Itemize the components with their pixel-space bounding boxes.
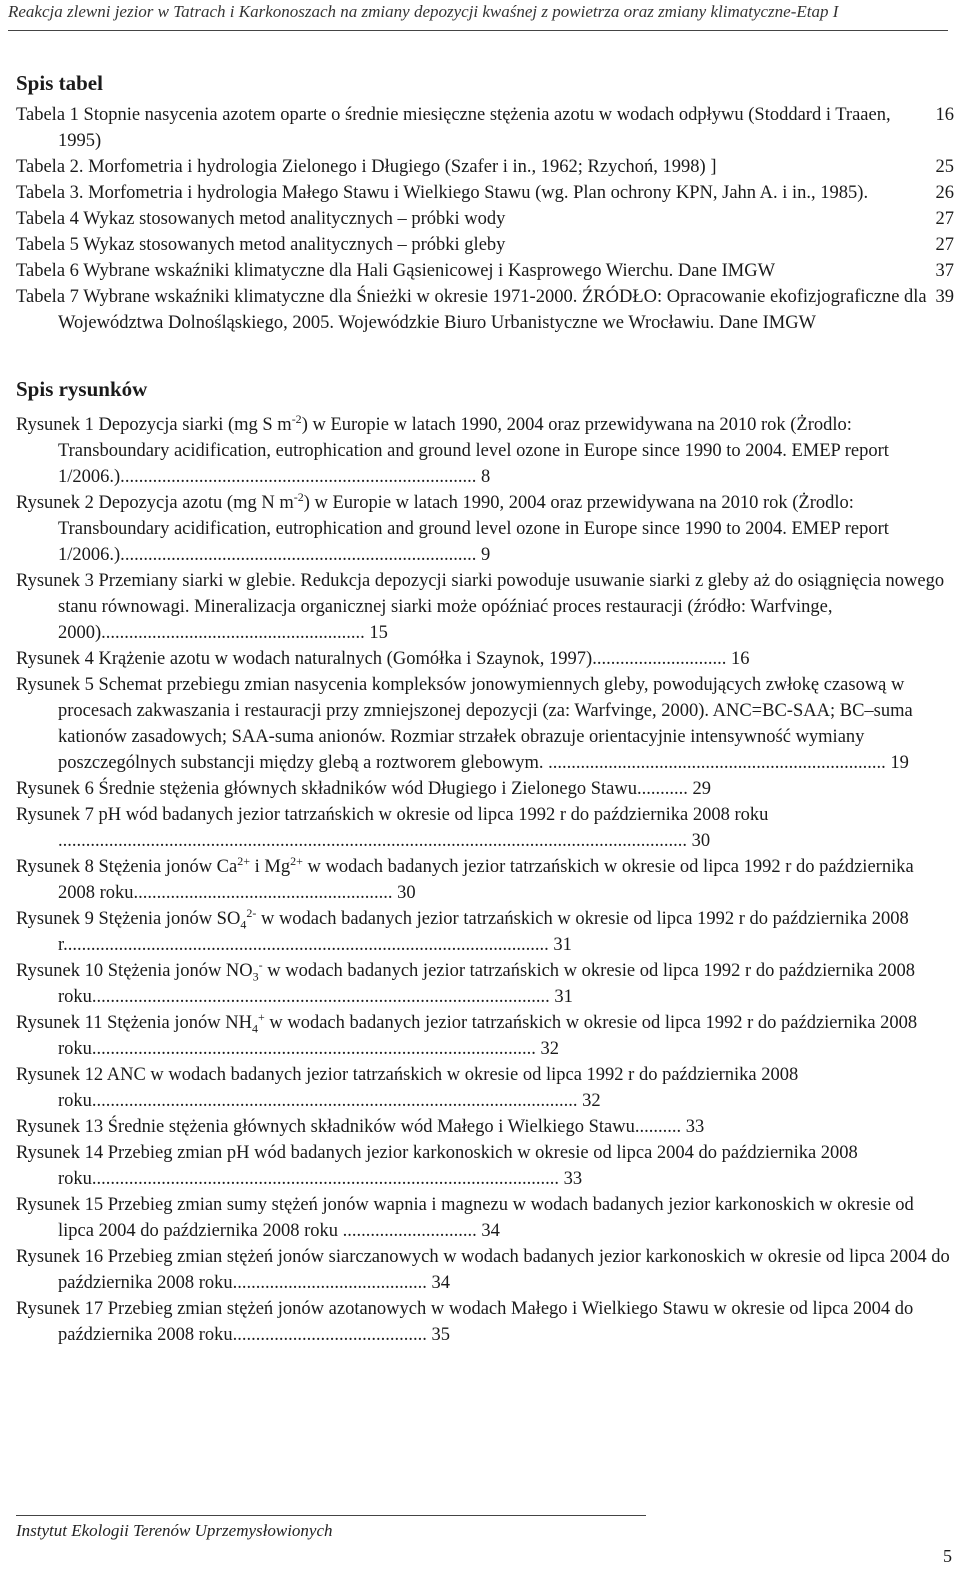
entry-title-cont: ) w Europie w latach 1990, 2004 oraz przewidywana na 2010 rok (Żrodlo: Transboundary acidification, eutrophication and ground level ozone in Europe since 1990 to 2004. EMEP report 1/2006.). bbox=[58, 493, 889, 565]
entry-title: Rysunek 1 Depozycja siarki (mg S m bbox=[16, 415, 292, 435]
entry-leader-dots: ........................................................ bbox=[133, 883, 393, 903]
entry-page-number: 26 bbox=[935, 183, 954, 203]
entry-page-number: 19 bbox=[890, 753, 909, 773]
table-entry[interactable] bbox=[16, 154, 954, 180]
tables-heading: Spis tabel bbox=[16, 71, 103, 95]
page-header bbox=[8, 0, 948, 31]
entry-title: Rysunek 4 Krążenie azotu w wodach naturalnych (Gomółka i Szaynok, 1997) bbox=[16, 649, 593, 669]
entry-title: Rysunek 12 ANC w wodach badanych jezior tatrzańskich w okresie od lipca 1992 r do października 2008 roku bbox=[16, 1065, 799, 1111]
figure-entry[interactable] bbox=[16, 802, 954, 854]
entry-leader-dots: ............................................................................ bbox=[124, 467, 477, 487]
figure-entry[interactable] bbox=[16, 1010, 954, 1062]
entry-title: Rysunek 8 Stężenia jonów Ca bbox=[16, 857, 238, 877]
entry-page-number: 33 bbox=[685, 1117, 705, 1137]
entry-page-number: 8 bbox=[480, 467, 491, 487]
entry-title: Rysunek 7 pH wód badanych jezior tatrzańskich w okresie od lipca 1992 r do października 2008 roku bbox=[16, 805, 769, 825]
figure-entry[interactable] bbox=[16, 672, 954, 776]
entry-title: Tabela 1 Stopnie nasycenia azotem oparte o średnie miesięczne stężenia azotu w wodach odpływu (Stoddard i Traaen, 1995) bbox=[16, 105, 891, 151]
entry-leader-dots: .......................................... bbox=[232, 1325, 427, 1345]
entry-superscript: 2- bbox=[246, 905, 257, 920]
entry-title: Rysunek 5 Schemat przebiegu zmian nasycenia kompleksów jonowymiennych gleby, powodujących zwłokę czasową w procesach zakwaszania i restauracji przy zmniejszonej depozycji (za: Warfvinge, 2000). ANC=BC-SAA; BC–suma kationów zasadowych; SAA-suma anionów. Rozmiar strzałek obrazuje orientacyjnie intensywność wymiany poszczególnych substancji między glebą a roztworem glebowym. bbox=[16, 675, 913, 773]
entry-title: Tabela 6 Wybrane wskaźniki klimatyczne dla Hali Gąsienicowej i Kasprowego Wierchu. Dane IMGW bbox=[16, 261, 776, 281]
entry-page-number: 34 bbox=[431, 1273, 451, 1293]
entry-title: Rysunek 16 Przebieg zmian stężeń jonów siarczanowych w wodach badanych jezior karkonoskich w okresie od lipca 2004 do października 2008 roku bbox=[16, 1247, 950, 1293]
figure-entry[interactable] bbox=[16, 412, 954, 490]
entry-leader-dots: ......................................................................................................... bbox=[91, 1091, 578, 1111]
entry-page-number: 32 bbox=[540, 1039, 560, 1059]
entry-subscript: 3 bbox=[252, 969, 259, 984]
entry-title: Rysunek 11 Stężenia jonów NH bbox=[16, 1013, 252, 1033]
figure-entry[interactable] bbox=[16, 854, 954, 906]
entry-page-number: 37 bbox=[935, 261, 954, 281]
figure-entry[interactable] bbox=[16, 1296, 954, 1348]
entry-page-number: 31 bbox=[554, 987, 573, 1007]
entry-superscript: - bbox=[258, 957, 263, 972]
figure-entry[interactable] bbox=[16, 958, 954, 1010]
figure-entry[interactable] bbox=[16, 1062, 954, 1114]
figure-entry[interactable] bbox=[16, 1244, 954, 1296]
entry-page-number: 33 bbox=[563, 1169, 583, 1189]
entry-leader-dots: .......... bbox=[634, 1117, 682, 1137]
entry-title-cont: i Mg bbox=[250, 857, 291, 877]
entry-leader-dots: ................................................................................................... bbox=[91, 987, 550, 1007]
table-entry[interactable] bbox=[16, 232, 954, 258]
entry-leader-dots: ............................. bbox=[342, 1221, 477, 1241]
entry-leader-dots: ........................................................................................................................................ bbox=[58, 831, 687, 851]
entry-title: Rysunek 2 Depozycja azotu (mg N m bbox=[16, 493, 294, 513]
table-entry[interactable] bbox=[16, 102, 954, 154]
table-entry[interactable] bbox=[16, 206, 954, 232]
entry-page-number: 16 bbox=[730, 649, 750, 669]
entry-title: Rysunek 6 Średnie stężenia głównych składników wód Długiego i Zielonego Stawu bbox=[16, 779, 637, 799]
entry-page-number: 25 bbox=[935, 157, 954, 177]
entry-page-number: 30 bbox=[397, 883, 416, 903]
figure-entry[interactable] bbox=[16, 568, 954, 646]
entry-leader-dots: .......................................... bbox=[232, 1273, 427, 1293]
entry-title: Tabela 7 Wybrane wskaźniki klimatyczne dla Śnieżki w okresie 1971-2000. ŹRÓDŁO: Opracowanie ekofizjograficzne dla Województwa Dolnośląskiego, 2005. Wojewódzkie Biuro Urbanistyczne we Wrocławiu. Dane IMGW bbox=[16, 287, 927, 333]
figure-entry[interactable] bbox=[16, 776, 954, 802]
entry-title: Tabela 2. Morfometria i hydrologia Zielonego i Długiego (Szafer i in., 1962; Rzychoń, 1998) ] bbox=[16, 157, 717, 177]
entry-title: Rysunek 14 Przebieg zmian pH wód badanych jezior karkonoskich w okresie od lipca 2004 do października 2008 roku bbox=[16, 1143, 858, 1189]
entry-title: Rysunek 9 Stężenia jonów SO bbox=[16, 909, 241, 929]
page-number: 5 bbox=[943, 1546, 952, 1566]
entry-superscript: -2 bbox=[291, 411, 302, 426]
entry-title-cont: w wodach badanych jezior tatrzańskich w okresie od lipca 1992 r do października 2008 roku bbox=[58, 1013, 918, 1059]
entry-superscript: -2 bbox=[293, 489, 304, 504]
entry-title-cont: ) w Europie w latach 1990, 2004 oraz przewidywana na 2010 rok (Żrodlo: Transboundary acidification, eutrophication and ground level ozone in Europe since 1990 to 2004. EMEP report 1/2006.). bbox=[58, 415, 889, 487]
entry-superscript: 2+ bbox=[290, 853, 303, 868]
figures-heading: Spis rysunków bbox=[16, 377, 148, 401]
entry-page-number: 31 bbox=[553, 935, 572, 955]
entry-title: Tabela 3. Morfometria i hydrologia Małego Stawu i Wielkiego Stawu (wg. Plan ochrony KPN, Jahn A. i in., 1985). bbox=[16, 183, 869, 203]
entry-superscript: + bbox=[257, 1009, 265, 1024]
entry-leader-dots: ............................. bbox=[592, 649, 727, 669]
entry-subscript: 4 bbox=[251, 1021, 258, 1036]
figure-entry[interactable] bbox=[16, 906, 954, 958]
tables-list bbox=[16, 102, 954, 336]
entry-leader-dots: ................................................................................................ bbox=[91, 1039, 536, 1059]
entry-title-cont: w wodach badanych jezior tatrzańskich w okresie od lipca 1992 r do października 2008 r. bbox=[58, 909, 909, 955]
entry-leader-dots: ........................................................................................................ bbox=[67, 935, 549, 955]
entry-page-number: 16 bbox=[935, 105, 954, 125]
figure-entry[interactable] bbox=[16, 1114, 954, 1140]
figure-entry[interactable] bbox=[16, 490, 954, 568]
figures-list bbox=[16, 412, 954, 1348]
entry-page-number: 9 bbox=[480, 545, 491, 565]
table-entry[interactable] bbox=[16, 258, 954, 284]
entry-page-number: 39 bbox=[935, 287, 954, 307]
footer-institution: Instytut Ekologii Terenów Uprzemysłowionych bbox=[16, 1521, 333, 1540]
entry-title: Tabela 4 Wykaz stosowanych metod analitycznych – próbki wody bbox=[16, 209, 506, 229]
entry-title: Rysunek 13 Średnie stężenia głównych składników wód Małego i Wielkiego Stawu bbox=[16, 1117, 635, 1137]
figure-entry[interactable] bbox=[16, 1140, 954, 1192]
entry-title: Rysunek 3 Przemiany siarki w glebie. Redukcja depozycji siarki powoduje usuwanie siarki z gleby aż do osiągnięcia nowego stanu równowagi. Mineralizacja organicznej siarki może opóźniać proces restauracji (źródło: Warfvinge, 2000). bbox=[16, 571, 945, 643]
document-body bbox=[16, 70, 954, 1348]
entry-page-number: 34 bbox=[481, 1221, 500, 1241]
table-entry[interactable] bbox=[16, 180, 954, 206]
entry-page-number: 29 bbox=[692, 779, 711, 799]
entry-title: Rysunek 15 Przebieg zmian sumy stężeń jonów wapnia i magnezu w wodach badanych jezior karkonoskich w okresie od lipca 2004 do października 2008 roku bbox=[16, 1195, 914, 1241]
header-title: Reakcja zlewni jezior w Tatrach i Karkonoszach na zmiany depozycji kwaśnej z powietrza oraz zmiany klimatyczne-Etap I bbox=[8, 2, 839, 21]
entry-title: Tabela 5 Wykaz stosowanych metod analitycznych – próbki gleby bbox=[16, 235, 506, 255]
entry-leader-dots: ......................................................................... bbox=[548, 753, 886, 773]
table-entry[interactable] bbox=[16, 284, 954, 336]
entry-page-number: 32 bbox=[582, 1091, 601, 1111]
entry-page-number: 30 bbox=[691, 831, 711, 851]
footer-divider bbox=[16, 1515, 646, 1516]
entry-page-number: 27 bbox=[935, 209, 954, 229]
entry-leader-dots: ..................................................................................................... bbox=[91, 1169, 560, 1189]
entry-title: Rysunek 10 Stężenia jonów NO bbox=[16, 961, 253, 981]
entry-page-number: 27 bbox=[935, 235, 954, 255]
entry-leader-dots: ............................................................................ bbox=[124, 545, 477, 565]
entry-leader-dots: ........................................................ bbox=[105, 623, 365, 643]
entry-title: Rysunek 17 Przebieg zmian stężeń jonów azotanowych w wodach Małego i Wielkiego Stawu w okresie od lipca 2004 do października 2008 roku bbox=[16, 1299, 914, 1345]
figure-entry[interactable] bbox=[16, 1192, 954, 1244]
entry-leader-dots: ........... bbox=[636, 779, 688, 799]
entry-page-number: 35 bbox=[431, 1325, 451, 1345]
entry-superscript: 2+ bbox=[237, 853, 251, 868]
entry-page-number: 15 bbox=[369, 623, 388, 643]
entry-subscript: 4 bbox=[240, 917, 247, 932]
figure-entry[interactable] bbox=[16, 646, 954, 672]
entry-title-cont: w wodach badanych jezior tatrzańskich w okresie od lipca 1992 r do października 2008 roku bbox=[58, 961, 916, 1007]
entry-title-cont: w wodach badanych jezior tatrzańskich w okresie od lipca 1992 r do października 2008 roku bbox=[58, 857, 914, 903]
